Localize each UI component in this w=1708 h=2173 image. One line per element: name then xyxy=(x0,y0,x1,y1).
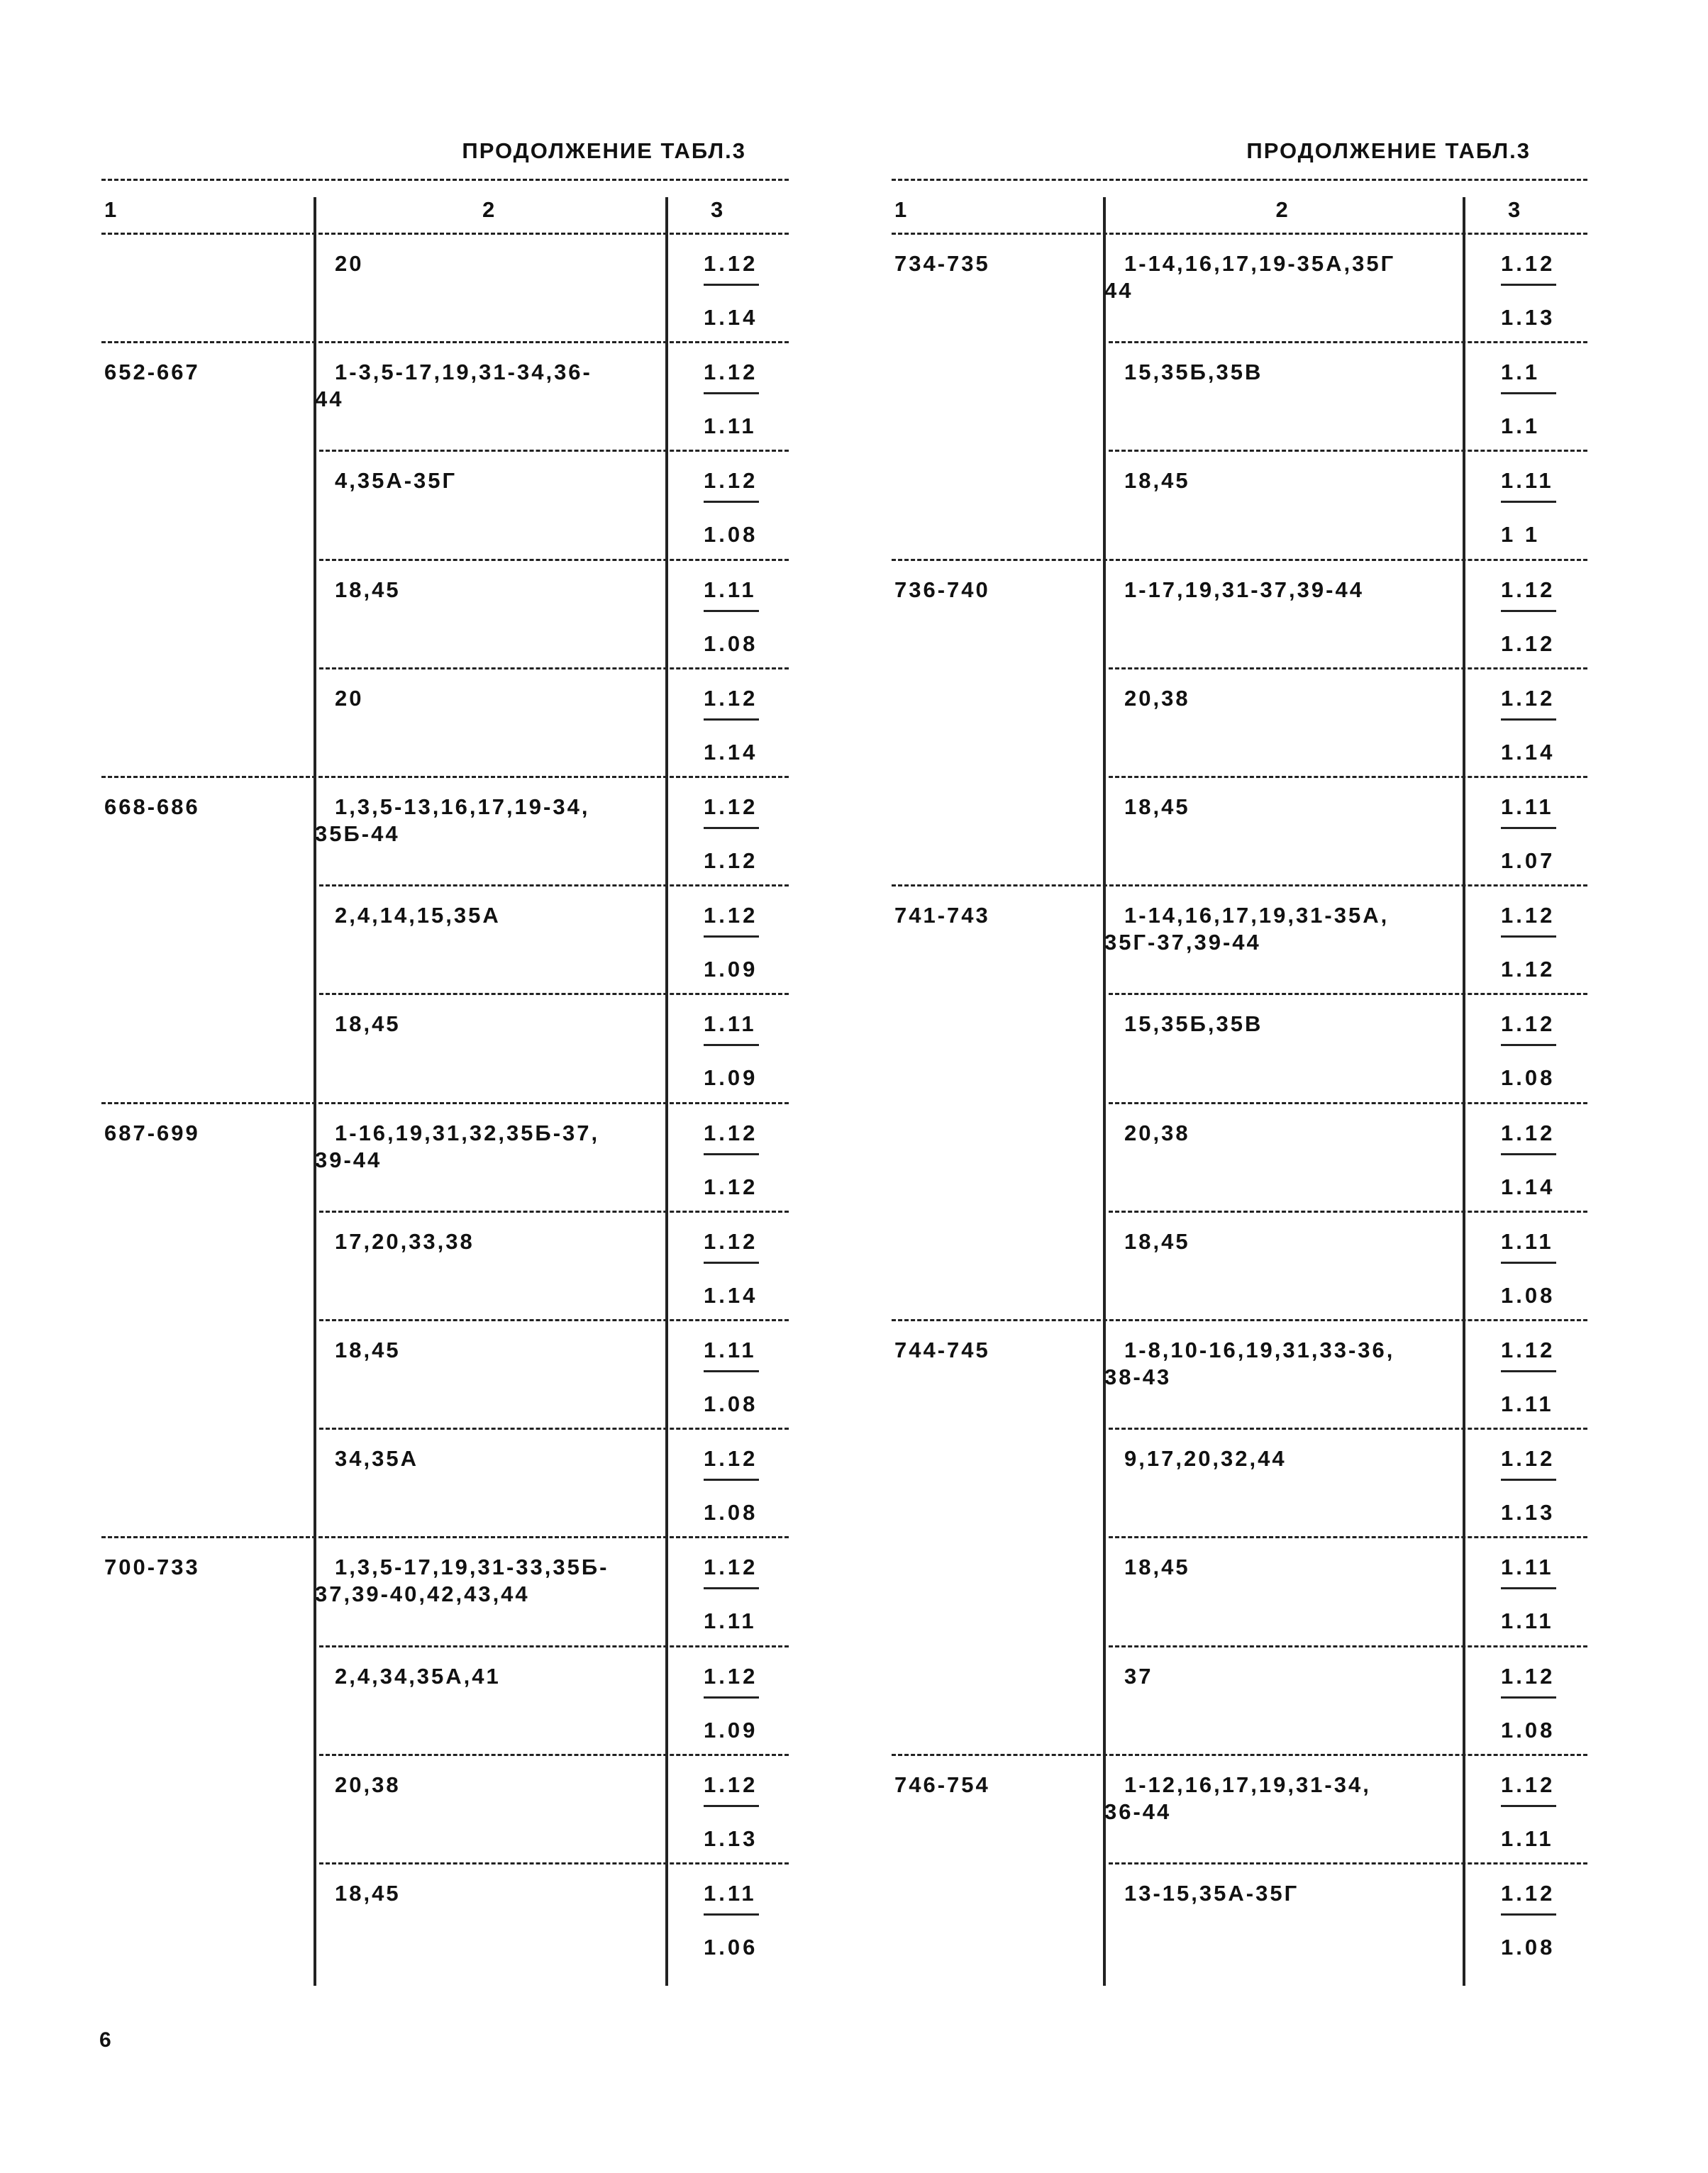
row-separator xyxy=(101,1536,789,1538)
coefficient-numerator: 1.12 xyxy=(1501,1011,1556,1037)
row-items-text: 39-44 xyxy=(315,1147,382,1172)
coefficient-denominator: 1.08 xyxy=(1501,1065,1556,1091)
coefficient-denominator: 1.08 xyxy=(1501,1935,1556,1960)
coefficient-numerator: 1.12 xyxy=(1501,903,1556,928)
fraction-bar xyxy=(1501,1587,1556,1589)
row-items-text: 1-14,16,17,19-35А,35Г xyxy=(1124,251,1396,276)
fraction-bar xyxy=(704,610,759,612)
group-separator xyxy=(319,884,789,887)
row-separator xyxy=(1109,1645,1587,1647)
row-separator xyxy=(319,667,789,669)
row-separator xyxy=(1109,1211,1587,1213)
coefficient-numerator: 1.12 xyxy=(1501,1446,1556,1472)
coefficient-numerator: 1.12 xyxy=(704,360,758,385)
coefficient-denominator: 1.14 xyxy=(704,1282,758,1308)
row-separator xyxy=(319,1428,789,1430)
table-header-rule xyxy=(101,233,789,235)
row-items-text: 18,45 xyxy=(1124,794,1190,819)
fraction-bar xyxy=(704,1044,759,1046)
fraction-bar xyxy=(1501,1044,1556,1046)
fraction-bar xyxy=(1501,1913,1556,1916)
coefficient-denominator: 1.09 xyxy=(704,957,758,982)
fraction-bar xyxy=(704,827,759,829)
row-separator xyxy=(892,1754,1587,1756)
coefficient-denominator: 1.06 xyxy=(704,1935,758,1960)
fraction-bar xyxy=(704,1913,759,1916)
row-items-text: 44 xyxy=(1104,278,1133,303)
column-header-1: 1 xyxy=(894,197,909,222)
coefficient-numerator: 1.12 xyxy=(704,1120,758,1145)
row-separator xyxy=(319,1862,789,1864)
table-header-rule xyxy=(892,233,1587,235)
table-caption: ПРОДОЛЖЕНИЕ ТАБЛ.3 xyxy=(1246,138,1531,163)
coefficient-numerator: 1.11 xyxy=(1501,1555,1554,1580)
row-range-label: 741-743 xyxy=(894,903,990,928)
row-items-text: 15,35Б,35В xyxy=(1124,1011,1263,1037)
row-separator xyxy=(101,1102,789,1104)
coefficient-denominator: 1.14 xyxy=(1501,1174,1556,1199)
row-items-text: 35Г-37,39-44 xyxy=(1104,930,1261,955)
row-items-text: 15,35Б,35В xyxy=(1124,360,1263,385)
fraction-bar xyxy=(1501,1153,1556,1155)
row-items-text: 44 xyxy=(315,387,344,412)
coefficient-numerator: 1.11 xyxy=(704,1011,757,1037)
row-items-text: 9,17,20,32,44 xyxy=(1124,1446,1287,1472)
page-number: 6 xyxy=(99,2028,111,2052)
row-range-label: 687-699 xyxy=(104,1120,200,1145)
fraction-bar xyxy=(704,1370,759,1372)
coefficient-denominator: 1.14 xyxy=(704,305,758,330)
coefficient-numerator: 1.12 xyxy=(704,468,758,494)
fraction-bar xyxy=(704,718,759,721)
coefficient-denominator: 1.14 xyxy=(704,739,758,765)
coefficient-numerator: 1.11 xyxy=(1501,468,1554,494)
coefficient-denominator: 1.12 xyxy=(1501,957,1556,982)
row-items-text: 20,38 xyxy=(335,1772,401,1797)
coefficient-denominator: 1.07 xyxy=(1501,848,1556,873)
coefficient-numerator: 1.12 xyxy=(704,685,758,711)
column-header-3: 3 xyxy=(711,197,726,222)
coefficient-denominator: 1.11 xyxy=(704,413,757,439)
fraction-bar xyxy=(704,1587,759,1589)
row-separator xyxy=(892,884,1587,887)
fraction-bar xyxy=(704,935,759,938)
group-separator xyxy=(319,1645,789,1647)
row-items-text: 2,4,34,35А,41 xyxy=(335,1663,501,1689)
row-separator xyxy=(892,559,1587,561)
fraction-bar xyxy=(1501,935,1556,938)
coefficient-numerator: 1.12 xyxy=(1501,1663,1556,1689)
fraction-bar xyxy=(1501,1696,1556,1699)
row-items-text: 1,3,5-17,19,31-33,35Б- xyxy=(335,1555,609,1580)
coefficient-numerator: 1.11 xyxy=(1501,794,1554,819)
row-items-text: 20 xyxy=(335,685,364,711)
row-items-text: 38-43 xyxy=(1104,1365,1172,1389)
coefficient-denominator: 1.08 xyxy=(1501,1282,1556,1308)
coefficient-numerator: 1.11 xyxy=(1501,1228,1554,1254)
row-items-text: 18,45 xyxy=(335,1011,401,1037)
coefficient-numerator: 1.12 xyxy=(1501,685,1556,711)
coefficient-denominator: 1.11 xyxy=(1501,1608,1554,1634)
column-divider xyxy=(314,197,316,1986)
coefficient-denominator: 1.12 xyxy=(1501,630,1556,656)
row-items-text: 1-12,16,17,19,31-34, xyxy=(1124,1772,1371,1797)
row-items-text: 20,38 xyxy=(1124,685,1190,711)
fraction-bar xyxy=(1501,718,1556,721)
row-items-text: 1-14,16,17,19,31-35А, xyxy=(1124,903,1390,928)
column-header-3: 3 xyxy=(1508,197,1523,222)
coefficient-numerator: 1.11 xyxy=(704,1338,757,1362)
coefficient-denominator: 1.08 xyxy=(704,630,758,656)
row-items-text: 37 xyxy=(1124,1663,1153,1689)
row-separator xyxy=(319,1319,789,1321)
coefficient-numerator: 1.12 xyxy=(704,794,758,819)
group-separator xyxy=(1109,1862,1587,1864)
row-items-text: 17,20,33,38 xyxy=(335,1228,475,1254)
fraction-bar xyxy=(1501,827,1556,829)
coefficient-denominator: 1 1 xyxy=(1501,522,1541,548)
coefficient-numerator: 1.12 xyxy=(704,1772,758,1797)
fraction-bar xyxy=(704,1805,759,1807)
coefficient-denominator: 1.14 xyxy=(1501,739,1556,765)
fraction-bar xyxy=(704,1153,759,1155)
row-items-text: 18,45 xyxy=(335,1881,401,1906)
coefficient-numerator: 1.12 xyxy=(1501,1338,1556,1362)
row-items-text: 13-15,35А-35Г xyxy=(1124,1881,1299,1906)
row-items-text: 35Б-44 xyxy=(315,821,400,846)
coefficient-numerator: 1.11 xyxy=(704,577,757,602)
fraction-bar xyxy=(1501,610,1556,612)
table-top-rule xyxy=(892,179,1587,181)
coefficient-denominator: 1.13 xyxy=(704,1825,758,1851)
row-items-text: 20,38 xyxy=(1124,1120,1190,1145)
coefficient-denominator: 1.08 xyxy=(1501,1717,1556,1743)
coefficient-numerator: 1.12 xyxy=(1501,1772,1556,1797)
fraction-bar xyxy=(1501,501,1556,503)
coefficient-denominator: 1.11 xyxy=(704,1608,757,1634)
row-items-text: 18,45 xyxy=(335,1338,401,1362)
coefficient-numerator: 1.12 xyxy=(704,1555,758,1580)
row-items-text: 20 xyxy=(335,251,364,276)
row-separator xyxy=(1109,776,1587,778)
column-header-1: 1 xyxy=(104,197,119,222)
table-top-rule xyxy=(101,179,789,181)
row-items-text: 2,4,14,15,35А xyxy=(335,903,501,928)
row-separator xyxy=(1109,341,1587,343)
row-range-label: 734-735 xyxy=(894,251,990,276)
column-divider xyxy=(665,197,668,1986)
coefficient-denominator: 1.08 xyxy=(704,1500,758,1525)
group-separator xyxy=(1109,667,1587,669)
row-separator xyxy=(319,559,789,561)
row-items-text: 1-17,19,31-37,39-44 xyxy=(1124,577,1364,602)
row-range-label: 736-740 xyxy=(894,577,990,602)
coefficient-denominator: 1.13 xyxy=(1501,1500,1556,1525)
group-separator xyxy=(319,450,789,452)
row-range-label: 744-745 xyxy=(894,1338,990,1362)
row-items-text: 36-44 xyxy=(1104,1799,1172,1824)
coefficient-denominator: 1.11 xyxy=(1501,1391,1554,1416)
row-separator xyxy=(319,1754,789,1756)
row-items-text: 4,35А-35Г xyxy=(335,468,458,494)
table-caption: ПРОДОЛЖЕНИЕ ТАБЛ.3 xyxy=(462,138,746,163)
column-header-2: 2 xyxy=(1275,197,1290,222)
group-separator xyxy=(319,1211,789,1213)
row-separator xyxy=(1109,1536,1587,1538)
coefficient-numerator: 1.12 xyxy=(1501,1120,1556,1145)
coefficient-numerator: 1.12 xyxy=(704,1663,758,1689)
coefficient-denominator: 1.09 xyxy=(704,1717,758,1743)
fraction-bar xyxy=(1501,1805,1556,1807)
fraction-bar xyxy=(1501,1262,1556,1264)
row-separator xyxy=(319,993,789,995)
row-items-text: 37,39-40,42,43,44 xyxy=(315,1582,530,1607)
fraction-bar xyxy=(704,501,759,503)
coefficient-numerator: 1.12 xyxy=(1501,577,1556,602)
coefficient-denominator: 1.12 xyxy=(704,848,758,873)
fraction-bar xyxy=(1501,1370,1556,1372)
group-separator xyxy=(1109,993,1587,995)
coefficient-denominator: 1.08 xyxy=(704,1391,758,1416)
fraction-bar xyxy=(704,392,759,394)
coefficient-denominator: 1.09 xyxy=(704,1065,758,1091)
row-items-text: 1,3,5-13,16,17,19-34, xyxy=(335,794,590,819)
fraction-bar xyxy=(704,1479,759,1481)
coefficient-denominator: 1.08 xyxy=(704,522,758,548)
coefficient-denominator: 1.13 xyxy=(1501,305,1556,330)
coefficient-numerator: 1.12 xyxy=(704,1446,758,1472)
row-range-label: 668-686 xyxy=(104,794,200,819)
fraction-bar xyxy=(1501,284,1556,286)
row-range-label: 652-667 xyxy=(104,360,200,385)
column-divider xyxy=(1463,197,1465,1986)
group-separator xyxy=(1109,1428,1587,1430)
coefficient-denominator: 1.12 xyxy=(704,1174,758,1199)
fraction-bar xyxy=(704,1262,759,1264)
row-separator xyxy=(1109,1102,1587,1104)
row-range-label: 700-733 xyxy=(104,1555,200,1580)
row-separator xyxy=(101,776,789,778)
fraction-bar xyxy=(1501,392,1556,394)
coefficient-denominator: 1.11 xyxy=(1501,1825,1554,1851)
fraction-bar xyxy=(704,284,759,286)
coefficient-numerator: 1.1 xyxy=(1501,360,1541,385)
row-items-text: 18,45 xyxy=(1124,1228,1190,1254)
row-items-text: 34,35А xyxy=(335,1446,418,1472)
row-items-text: 18,45 xyxy=(335,577,401,602)
row-separator xyxy=(101,341,789,343)
row-items-text: 18,45 xyxy=(1124,468,1190,494)
fraction-bar xyxy=(1501,1479,1556,1481)
coefficient-numerator: 1.12 xyxy=(1501,1881,1556,1906)
row-separator xyxy=(892,1319,1587,1321)
row-items-text: 1-8,10-16,19,31,33-36, xyxy=(1124,1338,1395,1362)
coefficient-numerator: 1.11 xyxy=(704,1881,757,1906)
row-items-text: 1-16,19,31,32,35Б-37, xyxy=(335,1120,600,1145)
row-items-text: 1-3,5-17,19,31-34,36- xyxy=(335,360,592,385)
coefficient-denominator: 1.1 xyxy=(1501,413,1541,439)
fraction-bar xyxy=(704,1696,759,1699)
coefficient-numerator: 1.12 xyxy=(1501,251,1556,276)
row-separator xyxy=(1109,450,1587,452)
row-range-label: 746-754 xyxy=(894,1772,990,1797)
row-items-text: 18,45 xyxy=(1124,1555,1190,1580)
coefficient-numerator: 1.12 xyxy=(704,1228,758,1254)
coefficient-numerator: 1.12 xyxy=(704,251,758,276)
column-header-2: 2 xyxy=(482,197,497,222)
column-divider xyxy=(1103,197,1106,1986)
coefficient-numerator: 1.12 xyxy=(704,903,758,928)
